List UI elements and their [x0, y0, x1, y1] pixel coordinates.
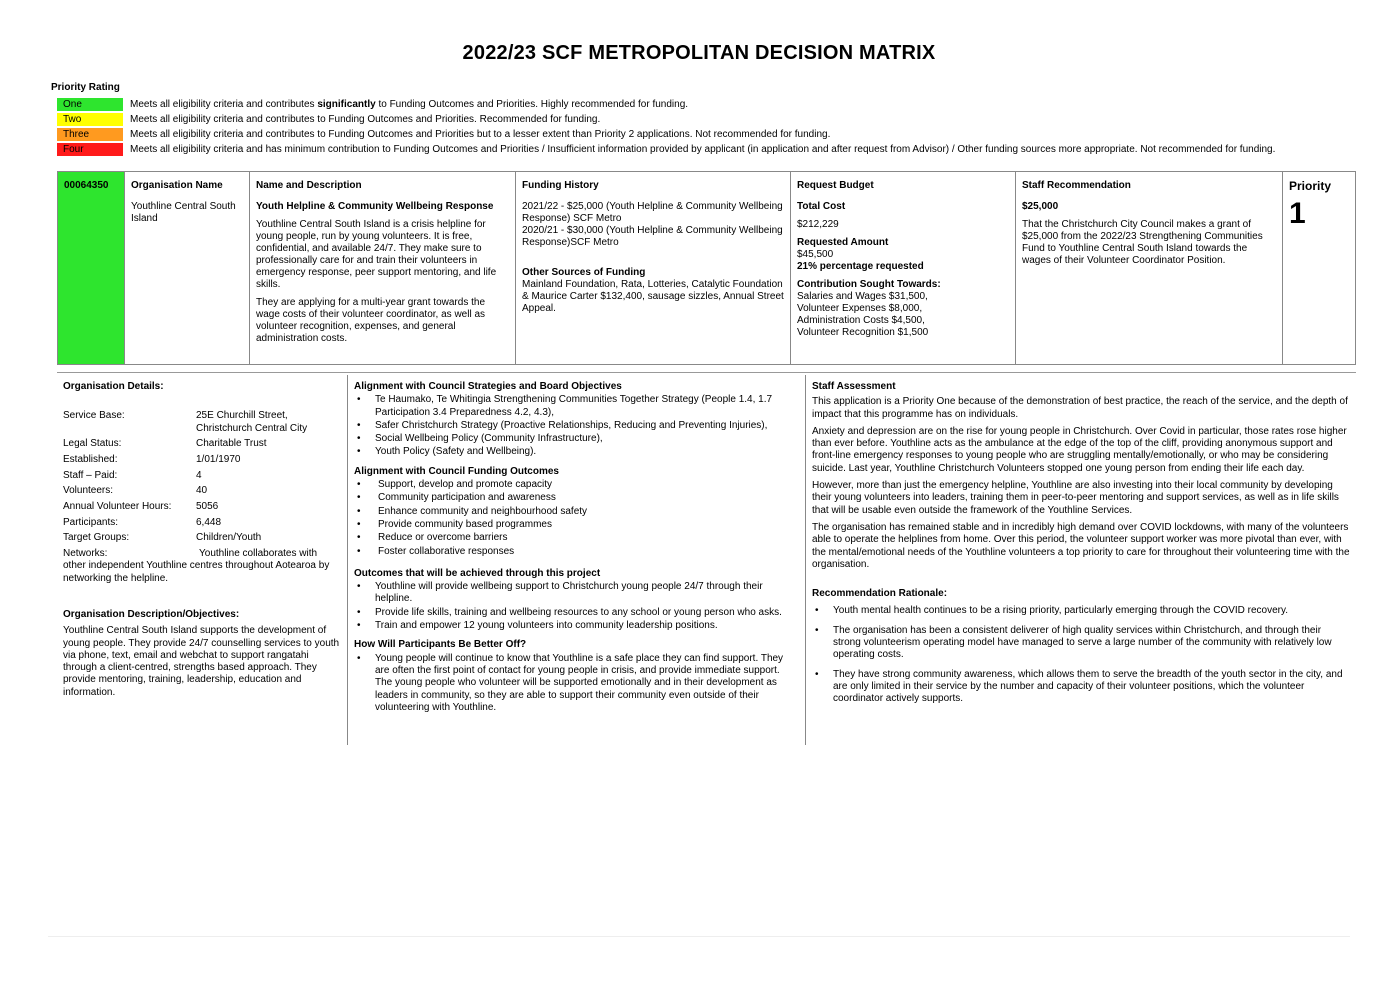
- project-outcomes-heading: Outcomes that will be achieved through this project: [354, 567, 601, 579]
- project-description: Youthline Central South Island is a crisis helpline for young people, run by young volunteers. It is free, confidential, and available 24/7. They make sure to professionally care for and train their volunteers in emergency response, peer support mentoring, and life skills.: [256, 219, 497, 290]
- organisation-details-column: [57, 375, 348, 745]
- total-cost-label: Total Cost: [797, 201, 846, 212]
- funding-outcome-item: • Foster collaborative responses: [354, 546, 799, 558]
- organisation-name: Youthline Central South Island: [131, 201, 236, 224]
- application-id-cell: [58, 172, 125, 364]
- name-description-heading: Name and Description: [256, 180, 362, 191]
- networks-label: Networks:: [63, 548, 108, 560]
- organisation-description-heading: Organisation Description/Objectives:: [63, 608, 240, 620]
- detail-label: Participants:: [63, 516, 119, 528]
- project-outcome-item: • Provide life skills, training and wellbeing resources to any school or young person who asks.: [354, 607, 799, 619]
- legend-row: [57, 142, 1377, 157]
- strategies-list: [354, 394, 799, 458]
- detail-value: Children/Youth: [196, 532, 262, 544]
- detail-value: 25E Churchill Street, Christchurch Central City: [196, 410, 308, 434]
- legend-description: Meets all eligibility criteria and has minimum contribution to Funding Outcomes and Priorities / Insufficient information provided by applicant (in application and after request from Advisor) / Other funding sources more appropriate. Not recommended for funding.: [130, 144, 1276, 155]
- contribution-heading: Contribution Sought Towards:: [797, 279, 941, 290]
- legend-swatch: One: [57, 98, 123, 111]
- staff-recommendation-text: That the Christchurch City Council makes a grant of $25,000 from the 2022/23 Strengthening Communities Fund to Youthline Central South Island towards the wages of their Volunteer Coordinator Position.: [1022, 219, 1263, 266]
- requested-amount-label: Requested Amount: [797, 237, 889, 248]
- legend-row: [57, 112, 1377, 127]
- assessment-paragraph: Anxiety and depression are on the rise for young people in Christchurch. Over Covid in particular, those rates rose higher than ever before. Youthline acts as the ambulance at the edge of the top of the cliff, providing anonymous support and front-line emergency responses to young people who are struggling mentally/emotionally, or who may be considering suicide. Last year, Youthline Christchurch Volunteers stopped one young person from ending their life each day.: [812, 425, 1347, 474]
- other-sources-heading: Other Sources of Funding: [522, 267, 646, 278]
- networks-row: [63, 548, 341, 585]
- project-description-2: They are applying for a multi-year grant towards the wage costs of their volunteer coordinator, as well as volunteer recognition, expenses, and general administration costs.: [256, 297, 486, 344]
- legend-description: Meets all eligibility criteria and contributes significantly to Funding Outcomes and Priorities. Highly recommended for funding.: [130, 99, 689, 110]
- legend-swatch: Four: [57, 143, 123, 156]
- application-id: 00064350: [64, 180, 109, 191]
- detail-row: [63, 438, 341, 450]
- legend-description: Meets all eligibility criteria and contributes to Funding Outcomes and Priorities. Recommended for funding.: [130, 114, 601, 125]
- assessment-paragraph: However, more than just the emergency helpline, Youthline are also investing into their local community by developing their young volunteers into leaders, training them in peer-to-peer mentoring and support services, as well as in life skills that will be usable even outside the framework of the Youthline Services.: [812, 480, 1339, 516]
- funding-outcomes-list: [354, 479, 799, 558]
- other-sources: Mainland Foundation, Rata, Lotteries, Catalytic Foundation & Maurice Carter $132,400, sausage sizzles, Annual Street Appeal.: [522, 279, 784, 314]
- funding-outcomes-heading: Alignment with Council Funding Outcomes: [354, 465, 559, 477]
- funding-history-item: 2020/21 - $30,000 (Youth Helpline & Community Wellbeing Response)SCF Metro: [522, 225, 783, 248]
- staff-recommendation-heading: Staff Recommendation: [1022, 180, 1131, 191]
- detail-row: [63, 454, 341, 466]
- name-description-cell: [250, 172, 516, 364]
- funding-outcome-item: • Provide community based programmes: [354, 519, 799, 531]
- total-cost: $212,229: [797, 219, 839, 230]
- detail-label: Established:: [63, 453, 118, 465]
- organisation-details-list: [63, 410, 341, 544]
- funding-outcome-item: • Reduce or overcome barriers: [354, 532, 799, 544]
- detail-row: [63, 532, 341, 544]
- strategy-item: • Social Wellbeing Policy (Community Infrastructure),: [354, 433, 799, 445]
- project-outcome-item: • Train and empower 12 young volunteers into community leadership positions.: [354, 620, 799, 632]
- detail-value: 1/01/1970: [196, 453, 241, 465]
- assessment-paragraph: This application is a Priority One because of the demonstration of best practice, the reach of the service, and the depth of impact that this programme has on individuals.: [812, 396, 1348, 420]
- detail-label: Target Groups:: [63, 532, 130, 544]
- priority-rating-heading: Priority Rating: [51, 82, 120, 93]
- organisation-description: Youthline Central South Island supports the development of young people. They provide 24/7 counselling services to youth via phone, text, email and webchat to support rangatahi through a client-centred, strengths based approach. They provide mentoring, training, leadership, education and information.: [63, 625, 340, 698]
- contribution-item: Administration Costs $4,500,: [797, 315, 925, 326]
- detail-row: [63, 517, 341, 529]
- rationale-item: • They have strong community awareness, which allows them to serve the breadth of the youth sector in the city, and are only limited in their service by the number and capacity of their volunteer positions, which the volunteer coordinator actively supports.: [812, 669, 1350, 706]
- detail-value: 4: [196, 469, 202, 481]
- detail-value: 5056: [196, 501, 219, 513]
- rationale-item: • Youth mental health continues to be a rising priority, particularly emerging through the COVID recovery.: [812, 605, 1350, 617]
- contribution-list: [797, 291, 1009, 339]
- better-off-item: • Young people will continue to know that Youthline is a safe place they can find support. They are often the first point of contact for young people in crisis, and provide immediate support. The young people who volunteer will be supported emotionally and in their development as leaders in community, so they are able to support their community even outside of their volunteering with Youthline.: [354, 653, 799, 714]
- funding-outcome-item: • Enhance community and neighbourhood safety: [354, 506, 799, 518]
- project-outcomes-list: [354, 581, 799, 632]
- staff-assessment-column: [806, 375, 1356, 745]
- detail-row: [63, 485, 341, 497]
- staff-recommendation-cell: [1016, 172, 1283, 364]
- detail-value: Charitable Trust: [196, 438, 267, 450]
- staff-assessment-heading: Staff Assessment: [812, 381, 896, 392]
- strategy-item: • Safer Christchurch Strategy (Proactive Relationships, Reducing and Preventing Injuries),: [354, 420, 799, 432]
- detail-label: Service Base:: [63, 410, 125, 422]
- strategy-item: • Te Haumako, Te Whitingia Strengthening Communities Together Strategy (People 1.4, 1.7 Participation 3.4 Preparedness 4.2, 4.3),: [354, 394, 799, 419]
- page-footer-line: [48, 936, 1350, 937]
- section-divider: [57, 372, 1356, 373]
- organisation-name-heading: Organisation Name: [131, 180, 223, 191]
- rationale-item: • The organisation has been a consistent deliverer of high quality services within Christchurch, and through their strong volunteerism operating model have managed to serve a large number of the community with relatively low operating costs.: [812, 625, 1350, 662]
- priority-legend: [57, 97, 1377, 157]
- priority-value: 1: [1289, 197, 1306, 230]
- details-section: [57, 375, 1356, 745]
- project-name: Youth Helpline & Community Wellbeing Response: [256, 201, 494, 212]
- request-budget-cell: [791, 172, 1016, 364]
- funding-outcome-item: • Community participation and awareness: [354, 492, 799, 504]
- detail-value: 40: [196, 485, 208, 497]
- strategies-heading: Alignment with Council Strategies and Board Objectives: [354, 381, 622, 392]
- detail-label: Volunteers:: [63, 485, 114, 497]
- detail-label: Staff – Paid:: [63, 469, 118, 481]
- contribution-item: Volunteer Expenses $8,000,: [797, 303, 923, 314]
- alignment-column: [348, 375, 806, 745]
- better-off-heading: How Will Participants Be Better Off?: [354, 639, 527, 651]
- requested-amount: $45,500: [797, 249, 834, 260]
- page-title: 2022/23 SCF METROPOLITAN DECISION MATRIX: [462, 42, 936, 64]
- funding-history-cell: [516, 172, 791, 364]
- request-budget-heading: Request Budget: [797, 180, 874, 191]
- detail-value: 6,448: [196, 516, 222, 528]
- legend-swatch: Three: [57, 128, 123, 141]
- contribution-item: Volunteer Recognition $1,500: [797, 327, 929, 338]
- legend-swatch: Two: [57, 113, 123, 126]
- detail-row: [63, 501, 341, 513]
- organisation-details-heading: Organisation Details:: [63, 381, 164, 392]
- legend-row: [57, 97, 1377, 112]
- detail-row: [63, 410, 341, 435]
- staff-recommended-amount: $25,000: [1022, 201, 1059, 212]
- percent-requested: 21% percentage requested: [797, 261, 924, 272]
- staff-assessment-text: [812, 396, 1350, 571]
- detail-label: Legal Status:: [63, 438, 122, 450]
- funding-history-item: 2021/22 - $25,000 (Youth Helpline & Community Wellbeing Response) SCF Metro: [522, 201, 783, 224]
- funding-history-heading: Funding History: [522, 180, 599, 191]
- assessment-paragraph: The organisation has remained stable and in incredibly high demand over COVID lockdowns, with many of the volunteers able to operate the helplines from home. Over this period, the volunteer support worker was more pivotal than ever, with the mental/emotional needs of the Youthline volunteers a top priority to care for throughout their volunteering time with the organisation.: [812, 521, 1350, 570]
- legend-row: [57, 127, 1377, 142]
- application-summary-table: [57, 171, 1356, 365]
- organisation-name-cell: [125, 172, 250, 364]
- priority-cell: [1283, 172, 1355, 364]
- priority-heading: Priority: [1289, 179, 1332, 193]
- networks-value: Youthline collaborates with other independent Youthline centres throughout Aotearoa by networking the helpline.: [63, 548, 330, 584]
- recommendation-rationale-list: [812, 605, 1350, 705]
- strategy-item: • Youth Policy (Safety and Wellbeing).: [354, 446, 799, 458]
- recommendation-rationale-heading: Recommendation Rationale:: [812, 588, 948, 600]
- better-off-list: [354, 653, 799, 714]
- detail-row: [63, 470, 341, 482]
- legend-description: Meets all eligibility criteria and contributes to Funding Outcomes and Priorities but to a lesser extent than Priority 2 applications. Not recommended for funding.: [130, 129, 831, 140]
- detail-label: Annual Volunteer Hours:: [63, 501, 172, 513]
- project-outcome-item: • Youthline will provide wellbeing support to Christchurch young people 24/7 through their helpline.: [354, 581, 799, 606]
- contribution-item: Salaries and Wages $31,500,: [797, 291, 928, 302]
- funding-outcome-item: • Support, develop and promote capacity: [354, 479, 799, 491]
